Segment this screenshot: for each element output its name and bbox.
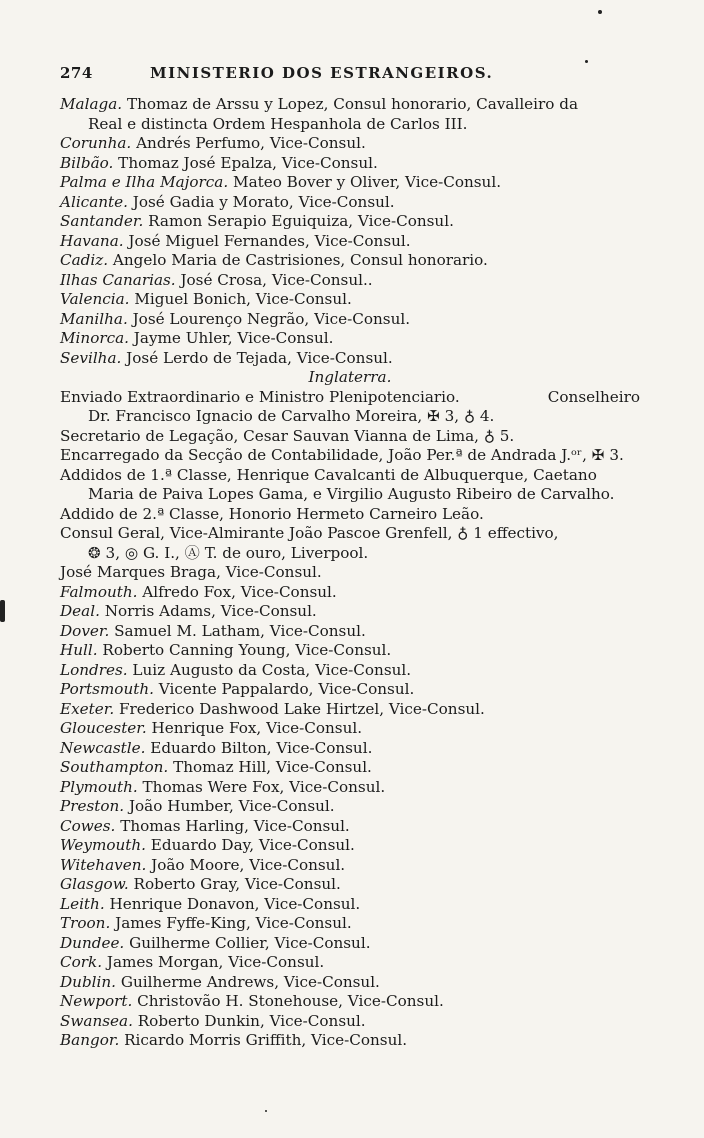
list-item [60,193,640,213]
entry-text: James Morgan, Vice-Consul. [102,953,325,971]
place-name: Plymouth. [60,777,138,796]
place-name: Witehaven. [60,855,147,874]
list-item [60,836,640,856]
entry-text: Guilherme Collier, Vice-Consul. [124,933,371,952]
legation-line: Maria de Paiva Lopes Gama, e Virgilio Augusto Ribeiro de Carvalho. [88,485,615,503]
entry-text: Angelo Maria de Castrisiones, Consul honorario. [108,251,488,269]
entry-text: Roberto Dunkin, Vice-Consul. [132,1011,366,1030]
entry-text: Alfredo Fox, Vice-Consul. [137,582,337,601]
entry-text: José Miguel Fernandes, Vice-Consul. [123,231,411,250]
entry-text: Roberto Gray, Vice-Consul. [128,875,341,893]
list-item [60,349,640,369]
list-item [60,719,640,739]
entry-text: Roberto Canning Young, Vice-Consul. [97,641,392,659]
list-item [60,232,640,252]
place-name: Gloucester. [60,719,147,737]
list-item [60,310,640,330]
list-item [60,583,640,603]
list-item [60,95,640,115]
list-item [60,758,640,778]
list-item [60,992,640,1012]
place-name: Cowes. [60,816,116,835]
entry-text: Luiz Augusto da Costa, Vice-Consul. [127,660,412,679]
place-name: Santander. [60,212,144,230]
entry-text: Ricardo Morris Griffith, Vice-Consul. [119,1031,408,1049]
place-name: Dover. [60,621,110,640]
legation-line [60,388,640,408]
place-name: Havana. [60,231,124,250]
scan-speck [0,600,5,622]
place-name: Cork. [60,953,103,971]
place-name: Valencia. [60,290,130,308]
entry-text: James Fyffe-King, Vice-Consul. [110,914,352,932]
place-name: Alicante. [60,192,128,211]
entry-text: Norris Adams, Vice-Consul. [99,602,317,620]
place-name: Leith. [60,894,105,913]
place-name: Bangor. [60,1031,120,1049]
place-name: Minorca. [60,329,129,347]
legation-text: Enviado Extraordinario e Ministro Plenipotenciario. [60,387,460,406]
list-item [60,134,640,154]
list-item [60,875,640,895]
legation-line: Consul Geral, Vice-Almirante João Pascoe Grenfell, ♁ 1 effectivo, [60,524,559,542]
place-name: Swansea. [60,1011,133,1030]
list-item [60,895,640,915]
legation-line: ❂ 3, ◎ G. I., Ⓐ T. de ouro, Liverpool. [88,543,369,562]
place-name: Corunha. [60,134,132,152]
list-item [60,271,640,291]
entry-text: João Moore, Vice-Consul. [146,855,346,874]
place-name: Exeter. [60,699,115,718]
list-item [60,329,640,349]
entry-text: Thomas Were Fox, Vice-Consul. [137,777,386,796]
scan-speck [598,10,602,14]
list-item [60,973,640,993]
list-item [60,622,640,642]
place-name: Dundee. [60,933,125,952]
legation-line: José Marques Braga, Vice-Consul. [60,563,322,581]
list-item [60,290,640,310]
page-body [60,95,640,1051]
place-name: Hull. [60,641,98,659]
place-name: Cadiz. [60,251,109,269]
entry-text: Miguel Bonich, Vice-Consul. [129,290,352,308]
entry-text: Andrés Perfumo, Vice-Consul. [131,134,366,152]
entry-text: Samuel M. Latham, Vice-Consul. [109,621,366,640]
entry-text: Guilherme Andrews, Vice-Consul. [116,972,380,991]
entry-text: José Crosa, Vice-Consul.. [175,270,373,289]
entry-text: José Gadia y Morato, Vice-Consul. [127,192,395,211]
entry-text: Eduardo Day, Vice-Consul. [145,836,355,854]
place-name: Preston. [60,797,125,815]
place-name: Falmouth. [60,582,138,601]
place-name: Sevilha. [60,348,122,367]
list-item [60,797,640,817]
entry-text: Ramon Serapio Eguiquiza, Vice-Consul. [143,212,454,230]
section-heading: Inglaterra. [308,368,392,386]
list-item [60,914,640,934]
entry-text: Mateo Bover y Oliver, Vice-Consul. [228,173,502,191]
list-item [60,934,640,954]
entry-text: Jayme Uhler, Vice-Consul. [128,329,334,347]
legation-line: Addidos de 1.ª Classe, Henrique Cavalcanti de Albuquerque, Caetano [60,465,597,484]
list-item [60,641,640,661]
list-item [60,115,640,135]
entry-text: Thomas Harling, Vice-Consul. [115,816,350,835]
page-header [60,64,640,86]
legation-block [60,388,640,583]
entry-text: José Lourenço Negrão, Vice-Consul. [127,309,411,328]
place-name: Manilha. [60,309,128,328]
page-number: 274 [60,64,93,82]
list-item [60,817,640,837]
place-name: Bilbão. [60,153,114,172]
legation-line: Addido de 2.ª Classe, Honorio Hermeto Carneiro Leão. [60,504,484,523]
scan-speck [585,60,588,63]
spain-consul-list [60,95,640,368]
entry-text: Frederico Dashwood Lake Hirtzel, Vice-Consul. [114,699,485,718]
list-item [60,700,640,720]
entry-text: Henrique Fox, Vice-Consul. [146,719,363,737]
legation-line: Encarregado da Secção de Contabilidade, João Per.ª de Andrada J.ᵒʳ, ✠ 3. [60,446,624,464]
place-name: Southampton. [60,758,169,776]
list-item [60,251,640,271]
entry-text: José Lerdo de Tejada, Vice-Consul. [121,348,393,367]
entry-text: Eduardo Bilton, Vice-Consul. [145,738,373,757]
list-item [60,212,640,232]
entry-text: Thomaz Hill, Vice-Consul. [168,758,372,776]
entry-text: Real e distincta Ordem Hespanhola de Carlos III. [88,114,468,133]
place-name: Newport. [60,992,133,1010]
list-item [60,739,640,759]
place-name: Dublin. [60,972,117,991]
legation-text: Conselheiro [547,387,640,406]
place-name: Londres. [60,660,128,679]
england-consul-list [60,583,640,1051]
scan-speck [265,1110,267,1112]
place-name: Palma e Ilha Majorca. [60,173,229,191]
legation-line: Dr. Francisco Ignacio de Carvalho Moreira, ✠ 3, ♁ 4. [88,407,495,425]
place-name: Glasgow. [60,875,129,893]
place-name: Troon. [60,914,111,932]
entry-text: Christovão H. Stonehouse, Vice-Consul. [132,992,444,1010]
place-name: Newcastle. [60,738,146,757]
place-name: Portsmouth. [60,680,154,698]
place-name: Weymouth. [60,836,146,854]
list-item [60,953,640,973]
place-name: Malaga. [60,95,123,113]
list-item [60,1012,640,1032]
place-name: Deal. [60,602,100,620]
legation-line: Secretario de Legação, Cesar Sauvan Vianna de Lima, ♁ 5. [60,426,515,445]
list-item [60,778,640,798]
place-name: Ilhas Canarias. [60,270,176,289]
entry-text: João Humber, Vice-Consul. [124,797,335,815]
entry-text: Henrique Donavon, Vice-Consul. [104,894,361,913]
list-item [60,154,640,174]
entry-text: Thomaz José Epalza, Vice-Consul. [113,153,378,172]
list-item [60,602,640,622]
list-item [60,661,640,681]
entry-text: Thomaz de Arssu y Lopez, Consul honorario, Cavalleiro da [122,95,579,113]
running-title: MINISTERIO DOS ESTRANGEIROS. [150,64,494,82]
entry-text: Vicente Pappalardo, Vice-Consul. [153,680,415,698]
list-item [60,680,640,700]
list-item [60,1031,640,1051]
list-item [60,173,640,193]
list-item [60,856,640,876]
